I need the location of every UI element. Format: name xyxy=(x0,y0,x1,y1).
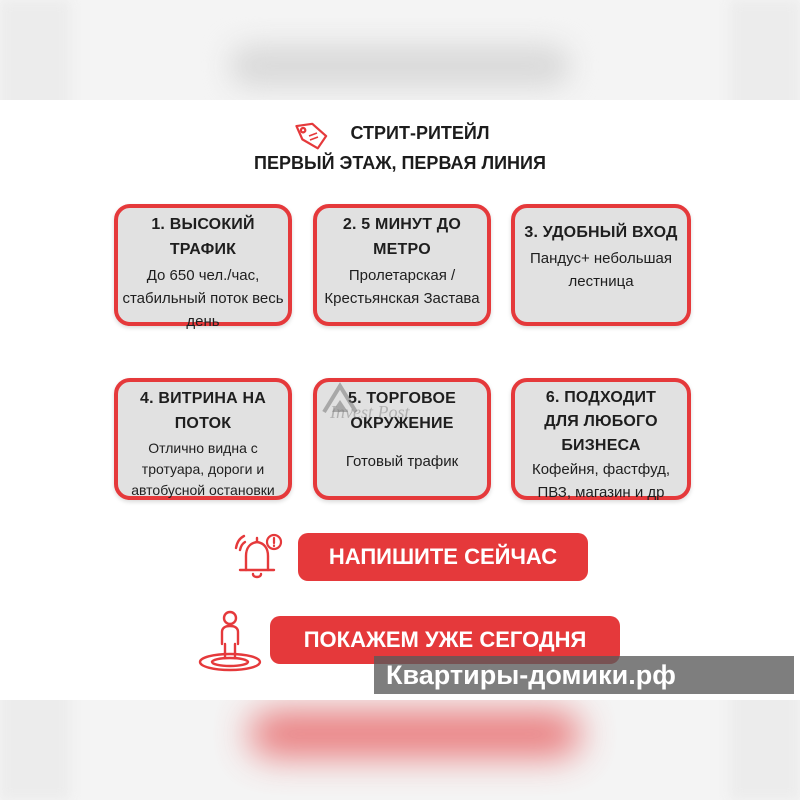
watermark-text: Invest Post xyxy=(330,402,410,422)
feature-card-4 xyxy=(114,378,292,500)
feature-card-3 xyxy=(511,204,691,326)
feature-title: 6. ПОДХОДИТ ДЛЯ ЛЮБОГО БИЗНЕСА xyxy=(544,389,658,454)
ad-header xyxy=(0,118,800,178)
feature-card-6 xyxy=(511,378,691,500)
feature-title: 4. ВИТРИНА НА ПОТОК xyxy=(139,390,267,432)
feature-title: 5. ТОРГОВОЕ ОКРУЖЕНИЕ xyxy=(347,390,457,432)
feature-description: Пандус+ небольшая лестница xyxy=(529,250,673,290)
feature-description: Кофейня, фастфуд, ПВЗ, магазин и др xyxy=(531,461,671,501)
feature-title: 3. УДОБНЫЙ ВХОД xyxy=(524,224,678,241)
feature-title: 1. ВЫСОКИЙ ТРАФИК xyxy=(151,216,255,258)
feature-description: Пролетарская / Крестьянская Застава xyxy=(324,267,480,307)
background-blur-top xyxy=(230,45,570,87)
feature-description: Отлично видна с тротуара, дороги и автобусной остановки xyxy=(131,440,275,498)
person-location-icon xyxy=(194,606,266,674)
site-banner[interactable]: Квартиры-домики.рф xyxy=(374,656,794,694)
header-subtitle: ПЕРВЫЙ ЭТАЖ, ПЕРВАЯ ЛИНИЯ xyxy=(254,153,546,173)
feature-card-2 xyxy=(313,204,491,326)
show-today-button[interactable]: ПОКАЖЕМ УЖЕ СЕГОДНЯ xyxy=(270,616,620,664)
feature-description: До 650 чел./час, стабильный поток весь день xyxy=(122,267,284,330)
price-tag-icon xyxy=(292,118,332,154)
background-blur-bottom xyxy=(250,712,580,756)
feature-description: Готовый трафик xyxy=(345,453,459,470)
header-title: СТРИТ-РИТЕЙЛ xyxy=(350,123,490,143)
bell-icon xyxy=(228,526,286,584)
feature-card-1 xyxy=(114,204,292,330)
write-now-button[interactable]: НАПИШИТЕ СЕЙЧАС xyxy=(298,533,588,581)
feature-title: 2. 5 МИНУТ ДО МЕТРО xyxy=(342,216,462,258)
